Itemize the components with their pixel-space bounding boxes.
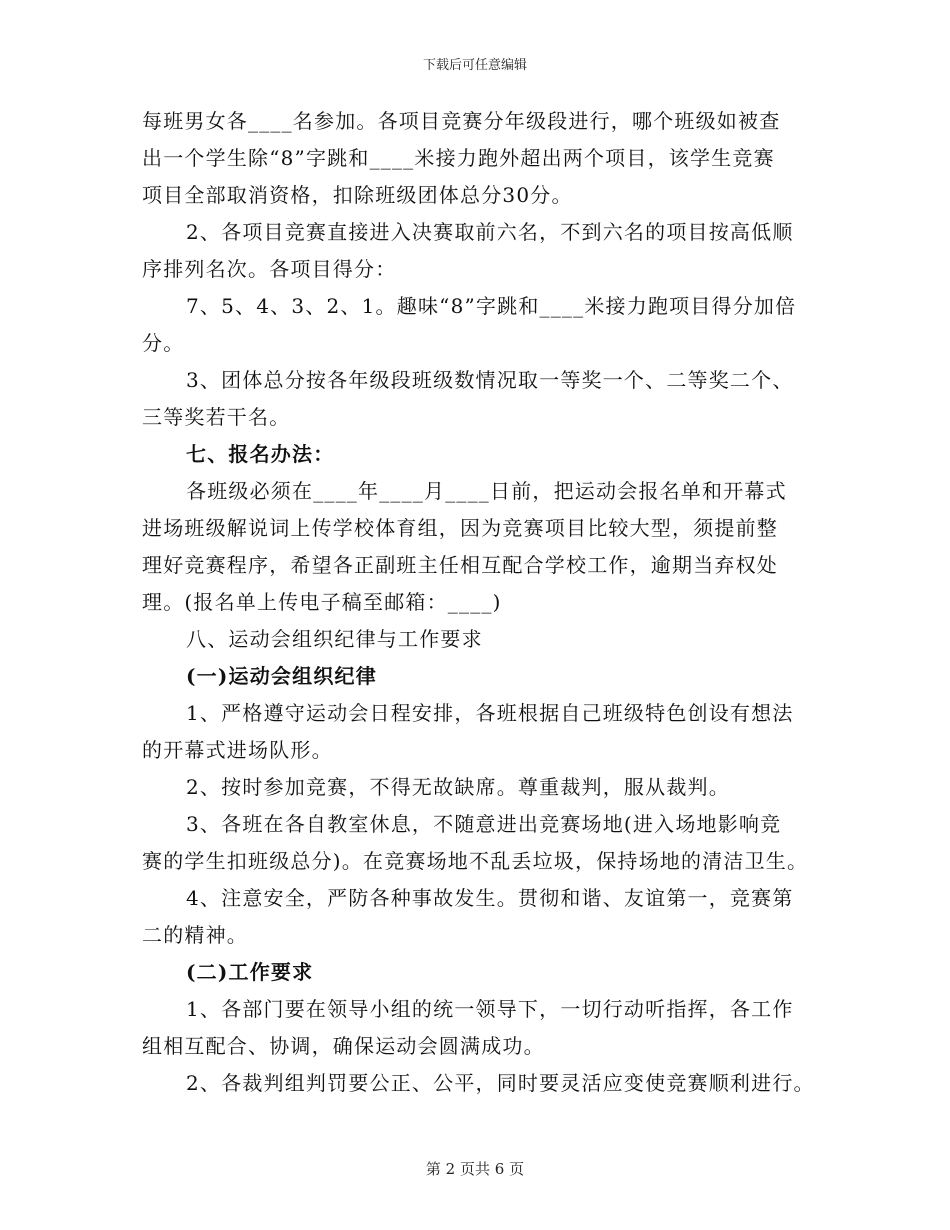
paragraph-line: 理好竞赛程序，希望各正副班主任相互配合学校工作，逾期当弃权处	[142, 553, 778, 577]
paragraph-line: 每班男女各____名参加。各项目竞赛分年级段进行，哪个班级如被查	[142, 109, 781, 133]
paragraph-line: (二)工作要求	[186, 960, 314, 984]
paragraph-line: 理。(报名单上传电子稿至邮箱：____)	[142, 590, 502, 614]
paragraph-line: 赛的学生扣班级总分)。在竞赛场地不乱丢垃圾，保持场地的清洁卫生。	[142, 849, 809, 873]
document-body	[142, 103, 822, 1102]
paragraph-line: 二的精神。	[142, 923, 248, 947]
paragraph-line: 分。	[142, 331, 185, 355]
paragraph-line: 序排列名次。各项目得分：	[142, 257, 397, 281]
paragraph-line: 3、团体总分按各年级段班级数情况取一等奖一个、二等奖二个、	[186, 368, 794, 392]
paragraph-line: 项目全部取消资格，扣除班级团体总分30分。	[142, 183, 573, 207]
paragraph-line: (一)运动会组织纪律	[186, 664, 377, 688]
paragraph-line: 3、各班在各自教室休息，不随意进出竞赛场地(进入场地影响竞	[186, 812, 782, 836]
paragraph-line: 2、各裁判组判罚要公正、公平，同时要灵活应变使竞赛顺利进行。	[186, 1071, 815, 1095]
paragraph-line: 4、注意安全，严防各种事故发生。贯彻和谐、友谊第一，竞赛第	[186, 886, 794, 910]
paragraph-line: 八、运动会组织纪律与工作要求	[186, 627, 483, 651]
page-header: 下载后可任意编辑	[422, 58, 527, 73]
paragraph-line: 各班级必须在____年____月____日前，把运动会报名单和开幕式	[186, 479, 787, 503]
paragraph-line: 1、各部门要在领导小组的统一领导下，一切行动听指挥，各工作	[186, 997, 794, 1021]
paragraph-line: 七、报名办法：	[186, 442, 335, 466]
paragraph-line: 进场班级解说词上传学校体育组，因为竞赛项目比较大型，须提前整	[142, 516, 778, 540]
paragraph-line: 1、严格遵守运动会日程安排，各班根据自己班级特色创设有想法	[186, 701, 794, 725]
page-footer: 第 2 页共 6 页	[425, 1160, 525, 1178]
paragraph-line: 三等奖若干名。	[142, 405, 291, 429]
paragraph-line: 组相互配合、协调，确保运动会圆满成功。	[142, 1034, 545, 1058]
paragraph-line: 出一个学生除“8”字跳和____米接力跑外超出两个项目，该学生竞赛	[142, 146, 775, 170]
paragraph-line: 的开幕式进场队形。	[142, 738, 333, 762]
paragraph-line: 2、各项目竞赛直接进入决赛取前六名，不到六名的项目按高低顺	[186, 220, 794, 244]
paragraph-line: 2、按时参加竞赛，不得无故缺席。尊重裁判，服从裁判。	[186, 775, 730, 799]
paragraph-line: 7、5、4、3、2、1。趣味“8”字跳和____米接力跑项目得分加倍	[186, 294, 797, 318]
